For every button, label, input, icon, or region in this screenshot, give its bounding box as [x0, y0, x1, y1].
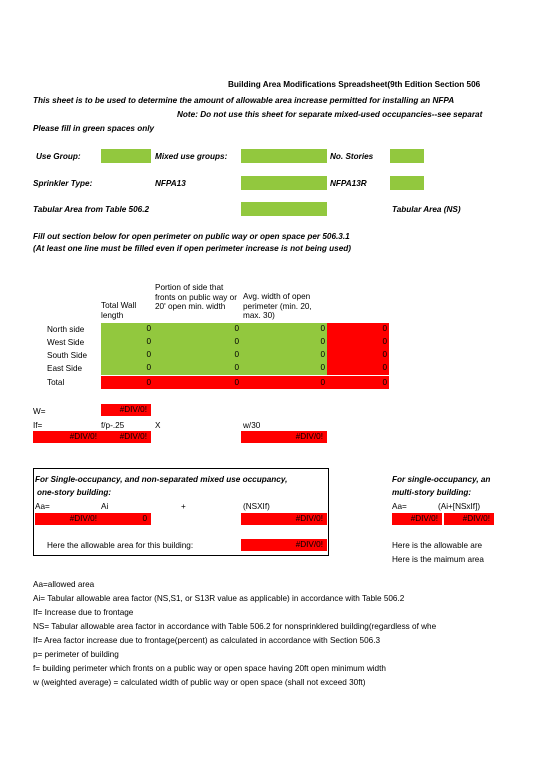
def-aa: Aa=allowed area [33, 580, 95, 589]
sheet-title: Building Area Modifications Spreadsheet(9th Edition Section 506 [228, 80, 481, 89]
if-label: If= [33, 421, 43, 430]
tabular-area-input[interactable] [241, 202, 327, 216]
total-wall-value: 0 [146, 378, 151, 387]
south-calc-value: 0 [382, 350, 387, 359]
east-calc-value: 0 [382, 363, 387, 372]
single-allowable-value: #DIV/0! [241, 539, 327, 551]
mixed-use-label: Mixed use groups: [155, 152, 228, 161]
col-header-wall: Total Wall length [101, 301, 137, 320]
calc-value-3: #DIV/0! [241, 431, 327, 443]
sprinkler-label: Sprinkler Type: [33, 179, 93, 188]
single-allowable-label: Here the allowable area for this building: [47, 541, 194, 550]
w-value: #DIV/0! [101, 404, 151, 416]
single-ai-label: Ai [101, 502, 109, 511]
north-portion-value[interactable]: 0 [234, 324, 239, 333]
def-ns: NS= Tabular allowable area factor in accordance with Table 506.2 for nonsprinklered building(regardless of whe [33, 622, 437, 631]
w-label: W= [33, 407, 46, 416]
tabular-area-label: Tabular Area from Table 506.2 [33, 205, 150, 214]
single-ai-value: 0 [101, 513, 151, 525]
row-label-south: South Side [47, 351, 88, 360]
north-avg-value[interactable]: 0 [320, 324, 325, 333]
nfpa13r-input[interactable] [390, 176, 424, 190]
mixed-use-input[interactable] [241, 149, 327, 163]
use-group-input[interactable] [101, 149, 151, 163]
single-nsxif-value: #DIV/0! [241, 513, 327, 525]
south-wall-value[interactable]: 0 [146, 350, 151, 359]
x-label: X [155, 421, 161, 430]
multi-value-2: #DIV/0! [444, 513, 494, 525]
note-line: Note: Do not use this sheet for separate mixed-used occupancies--see separat [177, 110, 483, 119]
multi-aa-label: Aa= [392, 502, 407, 511]
north-calc-value: 0 [382, 324, 387, 333]
multi-formula: (Ai+[NSxIf]) [438, 502, 481, 511]
total-calc-value: 0 [382, 378, 387, 387]
multi-allowable-line: Here is the allowable are [392, 541, 483, 550]
multi-heading-1: For single-occupancy, an [392, 475, 491, 484]
stories-label: No. Stories [330, 152, 374, 161]
row-label-north: North side [47, 325, 85, 334]
west-calc-value: 0 [382, 337, 387, 346]
row-label-east: East Side [47, 364, 83, 373]
single-nsxif-label: (NSXIf) [243, 502, 270, 511]
nfpa13-label: NFPA13 [155, 179, 186, 188]
nfpa13-input[interactable] [241, 176, 327, 190]
def-if-increase: If= Increase due to frontage [33, 608, 134, 617]
tabular-ns-label: Tabular Area (NS) [392, 205, 461, 214]
col-header-portion: Portion of side that fronts on public way or 20' open min. width [155, 283, 237, 312]
total-portion-value: 0 [234, 378, 239, 387]
single-aa-label: Aa= [35, 502, 50, 511]
east-wall-value[interactable]: 0 [146, 363, 151, 372]
def-p: p= perimeter of building [33, 650, 119, 659]
west-portion-value[interactable]: 0 [234, 337, 239, 346]
west-wall-value[interactable]: 0 [146, 337, 151, 346]
multi-maximum-line: Here is the maimum area [392, 555, 484, 564]
fill-section-note: (At least one line must be filled even if open perimeter increase is not being used) [33, 244, 352, 253]
single-aa-value: #DIV/0! [35, 513, 101, 525]
use-group-label: Use Group: [36, 152, 81, 161]
col-header-avg: Avg. width of open perimeter (min. 20, max. 30) [243, 292, 312, 321]
east-avg-value[interactable]: 0 [320, 363, 325, 372]
def-w: w (weighted average) = calculated width of public way or open space (shall not exceed 30ft) [33, 678, 366, 687]
east-portion-value[interactable]: 0 [234, 363, 239, 372]
west-avg-value[interactable]: 0 [320, 337, 325, 346]
single-heading-2: one-story building: [37, 488, 112, 497]
multi-value-1: #DIV/0! [392, 513, 442, 525]
south-portion-value[interactable]: 0 [234, 350, 239, 359]
calc-value-2: #DIV/0! [101, 431, 151, 443]
nfpa13r-label: NFPA13R [330, 179, 367, 188]
w30-label: w/30 [243, 421, 261, 430]
multi-heading-2: multi-story building: [392, 488, 472, 497]
single-heading-1: For Single-occupancy, and non-separated mixed use occupancy, [35, 475, 288, 484]
row-label-west: West Side [47, 338, 85, 347]
stories-input[interactable] [390, 149, 424, 163]
if-formula: f/p-.25 [101, 421, 125, 430]
fill-green-instruction: Please fill in green spaces only [33, 124, 155, 133]
fill-section-instruction: Fill out section below for open perimeter on public way or open space per 506.3.1 [33, 232, 350, 241]
def-ai: Ai= Tabular allowable area factor (NS,S1, or S13R value as applicable) in accordance with Table 506.2 [33, 594, 405, 603]
calc-value-1: #DIV/0! [33, 431, 101, 443]
row-label-total: Total [47, 378, 65, 387]
def-f: f= building perimeter which fronts on a public way or open space having 20ft open minimum width [33, 664, 386, 673]
def-if-factor: If= Area factor increase due to frontage(percent) as calculated in accordance with Section 506.3 [33, 636, 381, 645]
total-avg-value: 0 [320, 378, 325, 387]
intro-line: This sheet is to be used to determine the amount of allowable area increase permitted for installing an NFPA [33, 96, 455, 105]
north-wall-value[interactable]: 0 [146, 324, 151, 333]
south-avg-value[interactable]: 0 [320, 350, 325, 359]
single-plus: + [181, 502, 186, 511]
